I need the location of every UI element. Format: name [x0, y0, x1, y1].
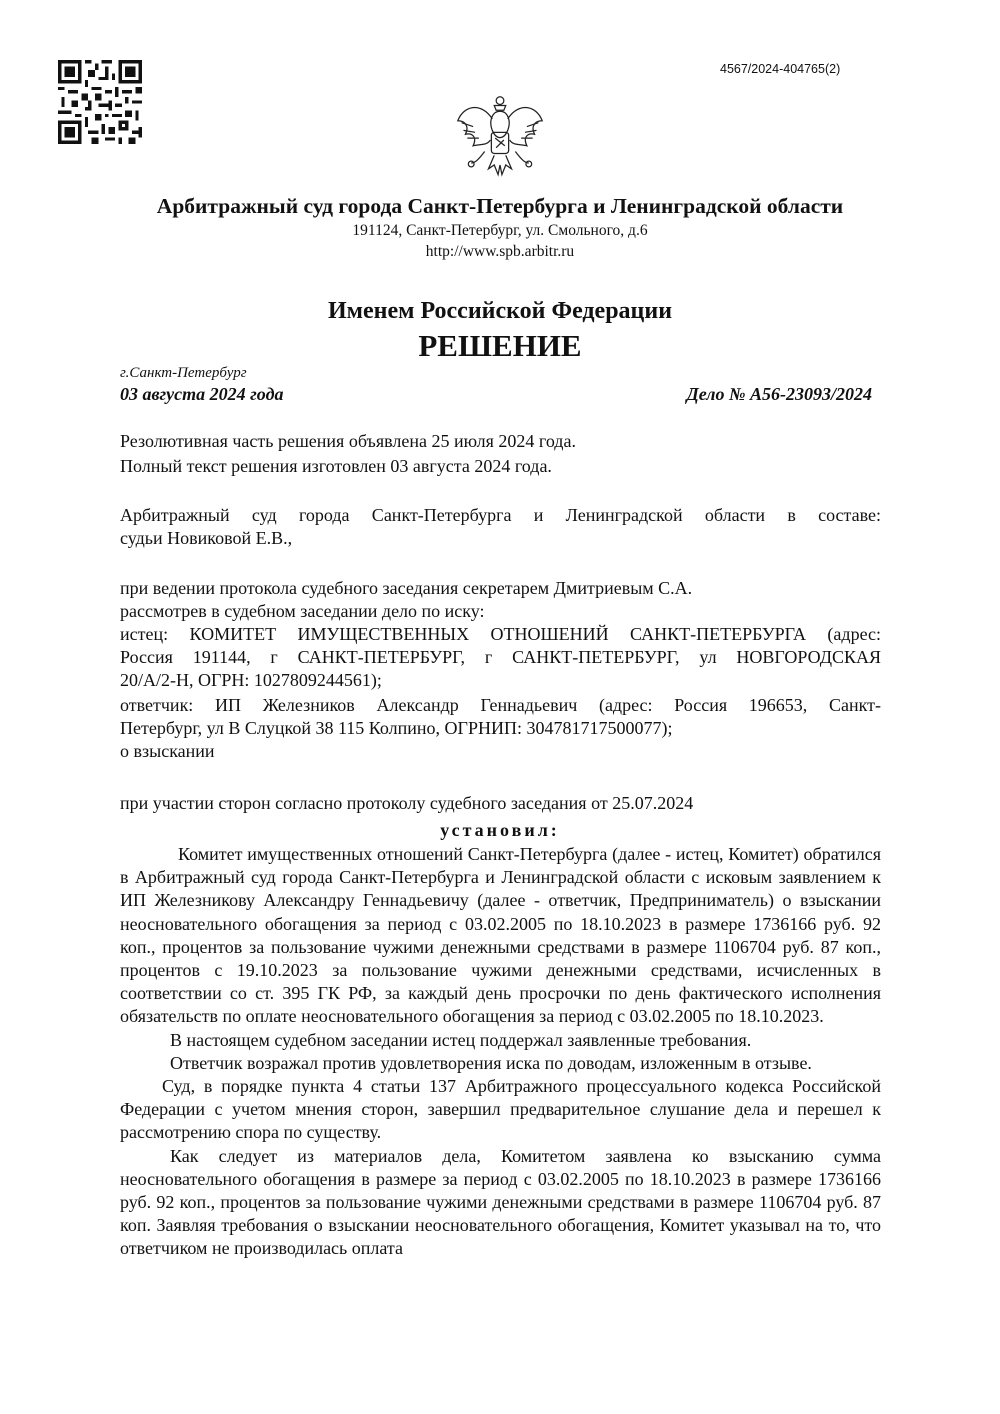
court-website: http://www.spb.arbitr.ru: [425, 243, 575, 260]
court-composition-line-2: судьи Новиковой Е.В.,: [120, 528, 293, 548]
paragraph: Как следует из материалов дела, Комитетом заявлена ко взысканию сумма неосновательного обогащения в размере за период с 03.02.2005 по 18.10.2023 в размере 1736166 руб. 92 коп., процентов за пользование чужими денежными средствами в размере 1106704 руб. 87 коп. Заявляя требования о взыскании неосновательного обогащения, Комитет указывал на то, что ответчиком не производилась оплата: [120, 1145, 881, 1259]
court-address: 191124, Санкт-Петербург, ул. Смольного, д.6: [352, 222, 648, 239]
document-number: 4567/2024-404765(2): [720, 62, 841, 76]
decision-title: РЕШЕНИЕ: [418, 328, 582, 363]
plaintiff-line-3: 20/А/2-Н, ОГРН: 1027809244561);: [120, 670, 382, 690]
paragraph: В настоящем судебном заседании истец поддержал заявленные требования.: [170, 1029, 752, 1050]
coat-of-arms-icon: [452, 92, 548, 188]
qr-code-icon: [58, 60, 142, 144]
established-heading: установил:: [440, 820, 560, 840]
court-composition-line-1: Арбитражный суд города Санкт-Петербурга и Ленинградской области в составе:: [120, 505, 881, 525]
decision-date: 03 августа 2024 года: [120, 384, 284, 404]
secretary-line: при ведении протокола судебного заседания секретарем Дмитриевым С.А.: [120, 578, 693, 598]
court-name: Арбитражный суд города Санкт-Петербурга и Ленинградской области: [156, 194, 844, 218]
defendant-line-1: ответчик: ИП Железников Александр Геннадьевич (адрес: Россия 196653, Санкт-: [120, 695, 881, 715]
considering-line: рассмотрев в судебном заседании дело по иску:: [120, 601, 485, 621]
case-number: Дело № А56-23093/2024: [686, 384, 872, 404]
resolution-announced: Резолютивная часть решения объявлена 25 июля 2024 года.: [120, 431, 576, 451]
full-text-prepared: Полный текст решения изготовлен 03 августа 2024 года.: [120, 456, 552, 476]
city: г.Санкт-Петербург: [120, 365, 247, 381]
plaintiff-line-1: истец: КОМИТЕТ ИМУЩЕСТВЕННЫХ ОТНОШЕНИЙ САНКТ-ПЕТЕРБУРГА (адрес:: [120, 624, 881, 644]
paragraph: Суд, в порядке пункта 4 статьи 137 Арбитражного процессуального кодекса Российской Федерации с учетом мнения сторон, завершил предварительное слушание дела и перешел к рассмотрению спора по существу.: [120, 1076, 881, 1143]
paragraph: Комитет имущественных отношений Санкт-Петербурга (далее - истец, Комитет) обратился в Арбитражный суд города Санкт-Петербурга и Ленинградской области с исковым заявлением к ИП Железникову Александру Геннадьевичу (далее - ответчик, Предприниматель) о взыскании неосновательного обогащения за период с 03.02.2005 по 18.10.2023 в размере 1736166 руб. 92 коп., процентов за пользование чужими денежными средствами в размере 1106704 руб. 87 коп., процентов с 19.10.2023 за пользование чужими денежными средствами, исчисленных в соответствии со ст. 395 ГК РФ, за каждый день просрочки по день фактического исполнения обязательств по оплате неосновательного обогащения за период с 03.02.2005 по 18.10.2023.: [120, 844, 881, 1027]
defendant-line-2: Петербург, ул В Слуцкой 38 115 Колпино, ОГРНИП: 304781717500077);: [120, 718, 673, 738]
participation-line: при участии сторон согласно протоколу судебного заседания от 25.07.2024: [120, 793, 694, 813]
decision-body: [120, 843, 881, 1261]
claim-subject: о взыскании: [120, 741, 215, 761]
in-the-name-heading: Именем Российской Федерации: [327, 298, 673, 324]
paragraph: Ответчик возражал против удовлетворения иска по доводам, изложенным в отзыве.: [170, 1052, 812, 1073]
plaintiff-line-2: Россия 191144, г САНКТ-ПЕТЕРБУРГ, г САНКТ-ПЕТЕРБУРГ, ул НОВГОРОДСКАЯ: [120, 647, 881, 667]
